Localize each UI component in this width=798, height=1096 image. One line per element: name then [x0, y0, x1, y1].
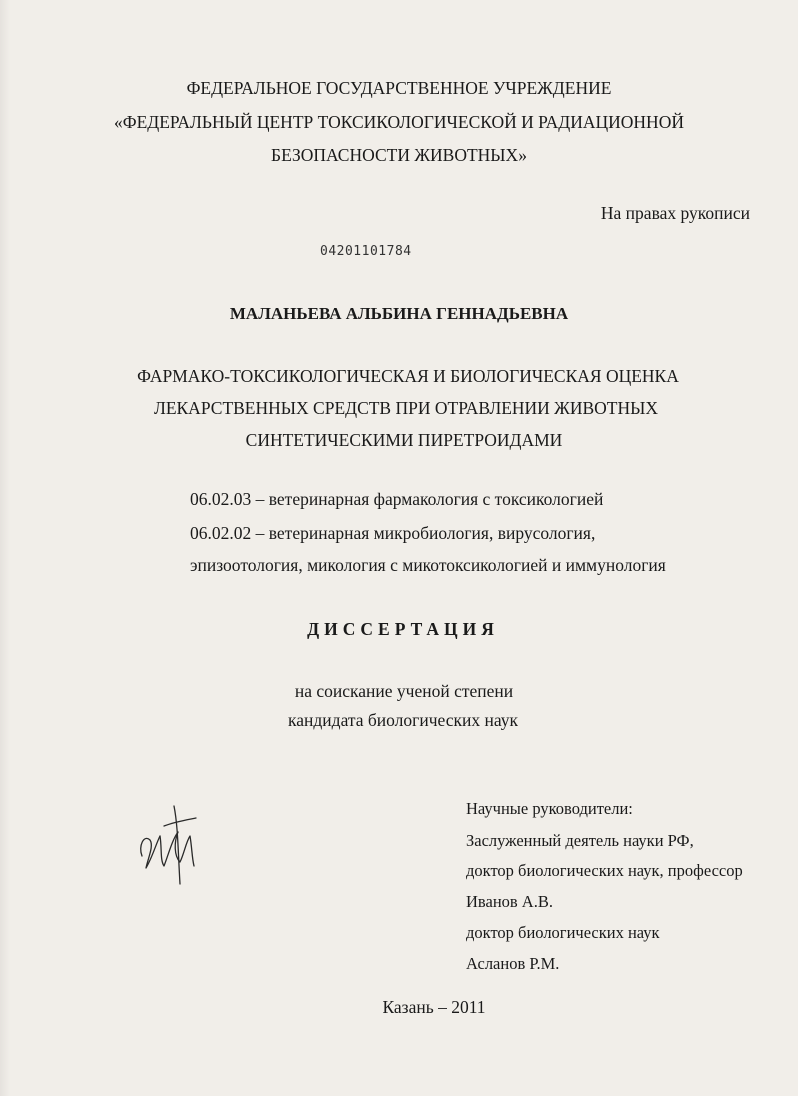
- specialty-line-2: 06.02.02 – ветеринарная микробиология, вирусология,: [190, 523, 596, 543]
- advisor-1-name: Иванов А.В.: [466, 892, 553, 911]
- institution-line-3: БЕЗОПАСНОСТИ ЖИВОТНЫХ»: [271, 145, 527, 165]
- advisors-heading: Научные руководители:: [466, 799, 633, 818]
- advisor-1-degree: доктор биологических наук, профессор: [466, 861, 743, 880]
- institution-line-1: ФЕДЕРАЛЬНОЕ ГОСУДАРСТВЕННОЕ УЧРЕЖДЕНИЕ: [186, 78, 612, 98]
- handwritten-signature: [134, 796, 204, 891]
- specialty-line-3: эпизоотология, микология с микотоксикологией и иммунология: [190, 555, 666, 575]
- registration-number-stamp: 04201101784: [320, 244, 412, 259]
- advisor-2-degree: доктор биологических наук: [466, 923, 660, 942]
- specialty-line-1: 06.02.03 – ветеринарная фармакология с токсикологией: [190, 489, 604, 509]
- rights-note: На правах рукописи: [600, 203, 750, 223]
- author-name: МАЛАНЬЕВА АЛЬБИНА ГЕННАДЬЕВНА: [229, 304, 569, 323]
- title-line-1: ФАРМАКО-ТОКСИКОЛОГИЧЕСКАЯ И БИОЛОГИЧЕСКАЯ ОЦЕНКА: [137, 366, 679, 386]
- city-year: Казань – 2011: [382, 997, 486, 1017]
- title-line-2: ЛЕКАРСТВЕННЫХ СРЕДСТВ ПРИ ОТРАВЛЕНИИ ЖИВОТНЫХ: [153, 398, 659, 418]
- title-line-3: СИНТЕТИЧЕСКИМИ ПИРЕТРОИДАМИ: [245, 430, 563, 450]
- advisor-2-name: Асланов Р.М.: [466, 954, 560, 973]
- degree-line-1: на соискание ученой степени: [294, 681, 514, 701]
- degree-line-2: кандидата биологических наук: [288, 710, 518, 730]
- document-type: ДИССЕРТАЦИЯ: [307, 619, 499, 639]
- advisor-1-title: Заслуженный деятель науки РФ,: [466, 831, 694, 850]
- institution-line-2: «ФЕДЕРАЛЬНЫЙ ЦЕНТР ТОКСИКОЛОГИЧЕСКОЙ И РАДИАЦИОННОЙ: [114, 112, 684, 132]
